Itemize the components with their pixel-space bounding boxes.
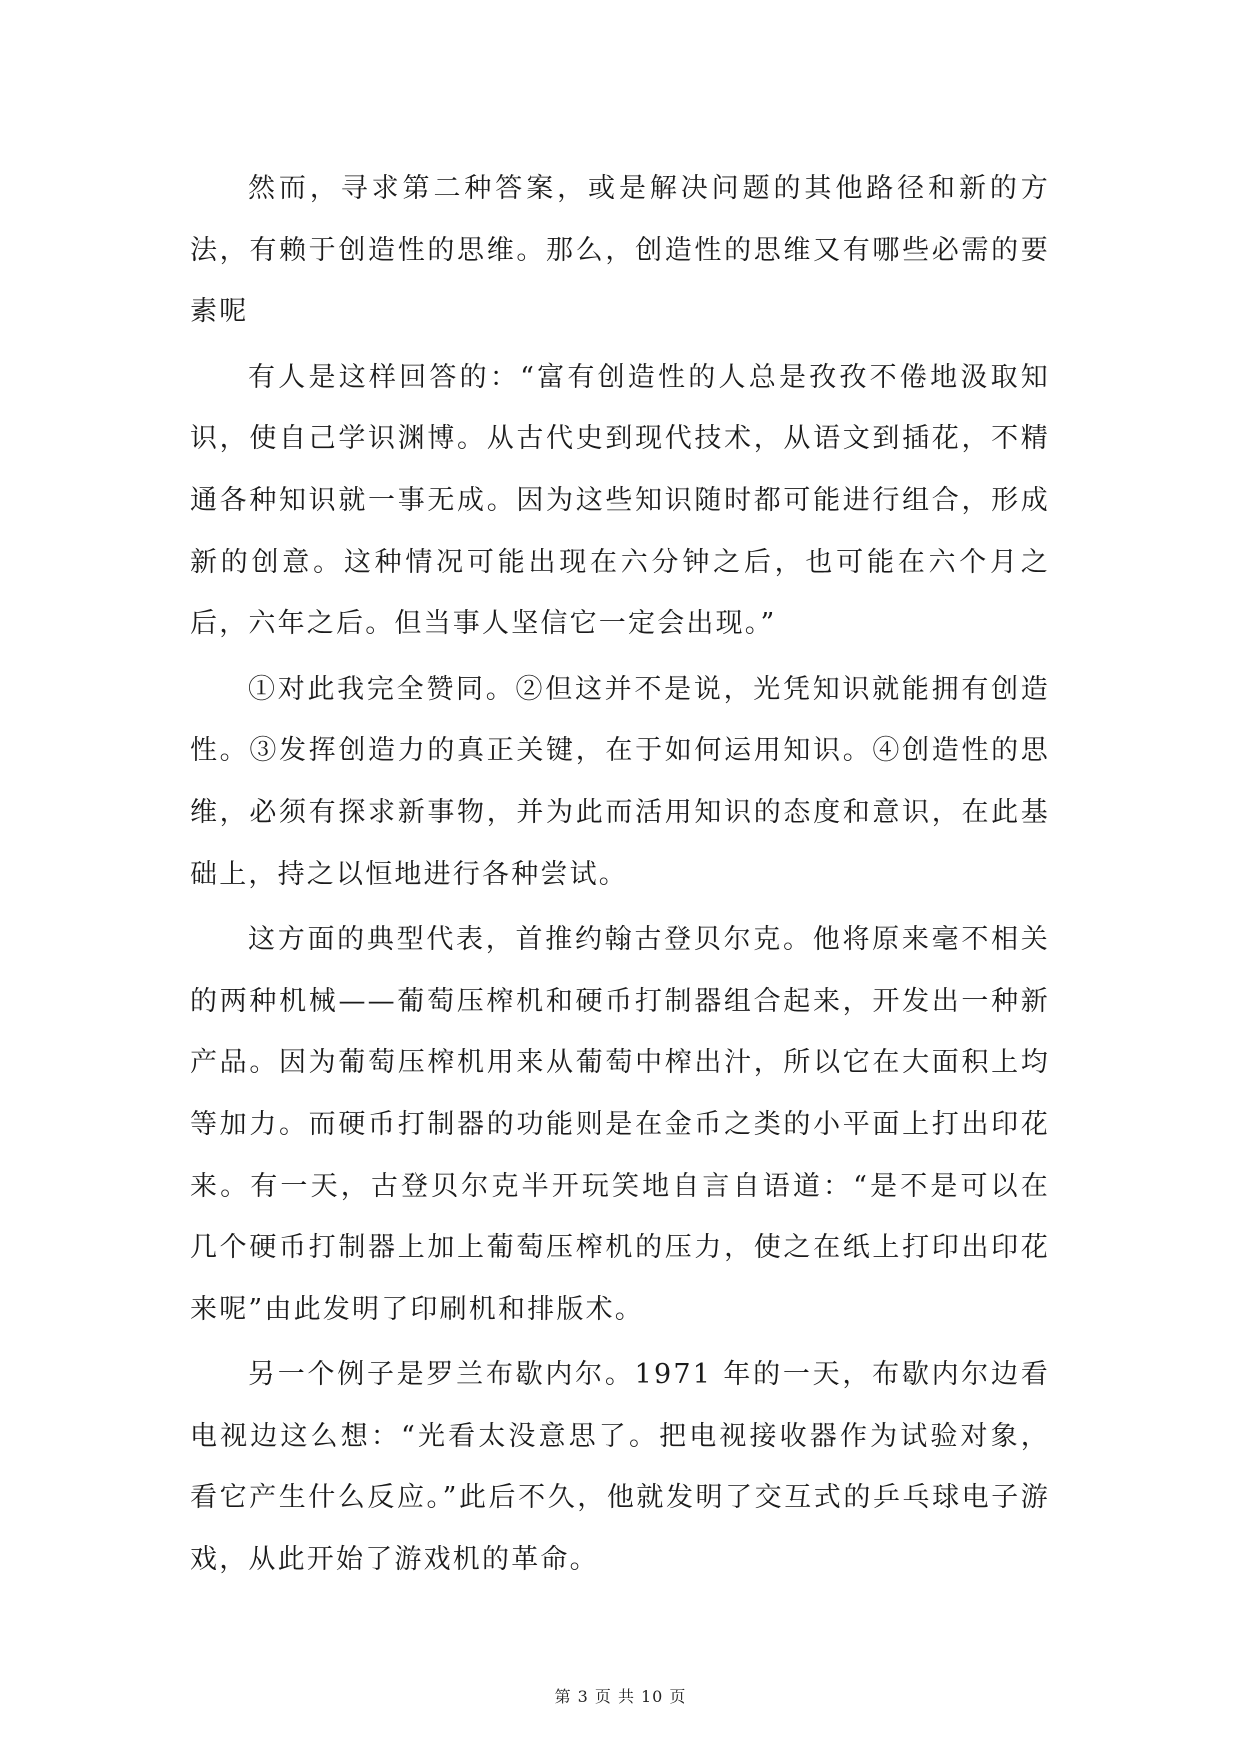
document-body <box>190 158 1050 1595</box>
paragraph: 另一个例子是罗兰布歇内尔。1971 年的一天，布歇内尔边看电视边这么想：“光看太没意思了。把电视接收器作为试验对象，看它产生什么反应。”此后不久，他就发明了交互式的乒乓球电子游戏，从此开始了游戏机的革命。 <box>190 1359 1050 1576</box>
paragraph: 然而，寻求第二种答案，或是解决问题的其他路径和新的方法，有赖于创造性的思维。那么，创造性的思维又有哪些必需的要素呢 <box>190 173 1050 328</box>
paragraph: 有人是这样回答的：“富有创造性的人总是孜孜不倦地汲取知识，使自己学识渊博。从古代史到现代技术，从语文到插花，不精通各种知识就一事无成。因为这些知识随时都可能进行组合，形成新的创意。这种情况可能出现在六分钟之后，也可能在六个月之后，六年之后。但当事人坚信它一定会出现。” <box>190 361 1050 640</box>
total-page-count: 10 <box>640 1687 664 1706</box>
footer-suffix: 页 <box>669 1687 687 1706</box>
page-number-footer <box>0 1684 1241 1707</box>
footer-prefix: 第 <box>554 1687 572 1706</box>
paragraph: 这方面的典型代表，首推约翰古登贝尔克。他将原来毫不相关的两种机械——葡萄压榨机和硬币打制器组合起来，开发出一种新产品。因为葡萄压榨机用来从葡萄中榨出汁，所以它在大面积上均等加力。而硬币打制器的功能则是在金币之类的小平面上打出印花来。有一天，古登贝尔克半开玩笑地自言自语道：“是不是可以在几个硬币打制器上加上葡萄压榨机的压力，使之在纸上打印出印花来呢”由此发明了印刷机和排版术。 <box>190 924 1050 1325</box>
footer-mid: 页 共 <box>594 1687 635 1706</box>
paragraph: ①对此我完全赞同。②但这并不是说，光凭知识就能拥有创造性。③发挥创造力的真正关键，在于如何运用知识。④创造性的思维，必须有探求新事物，并为此而活用知识的态度和意识，在此基础上，持之以恒地进行各种尝试。 <box>190 673 1050 890</box>
current-page-number: 3 <box>577 1687 589 1706</box>
